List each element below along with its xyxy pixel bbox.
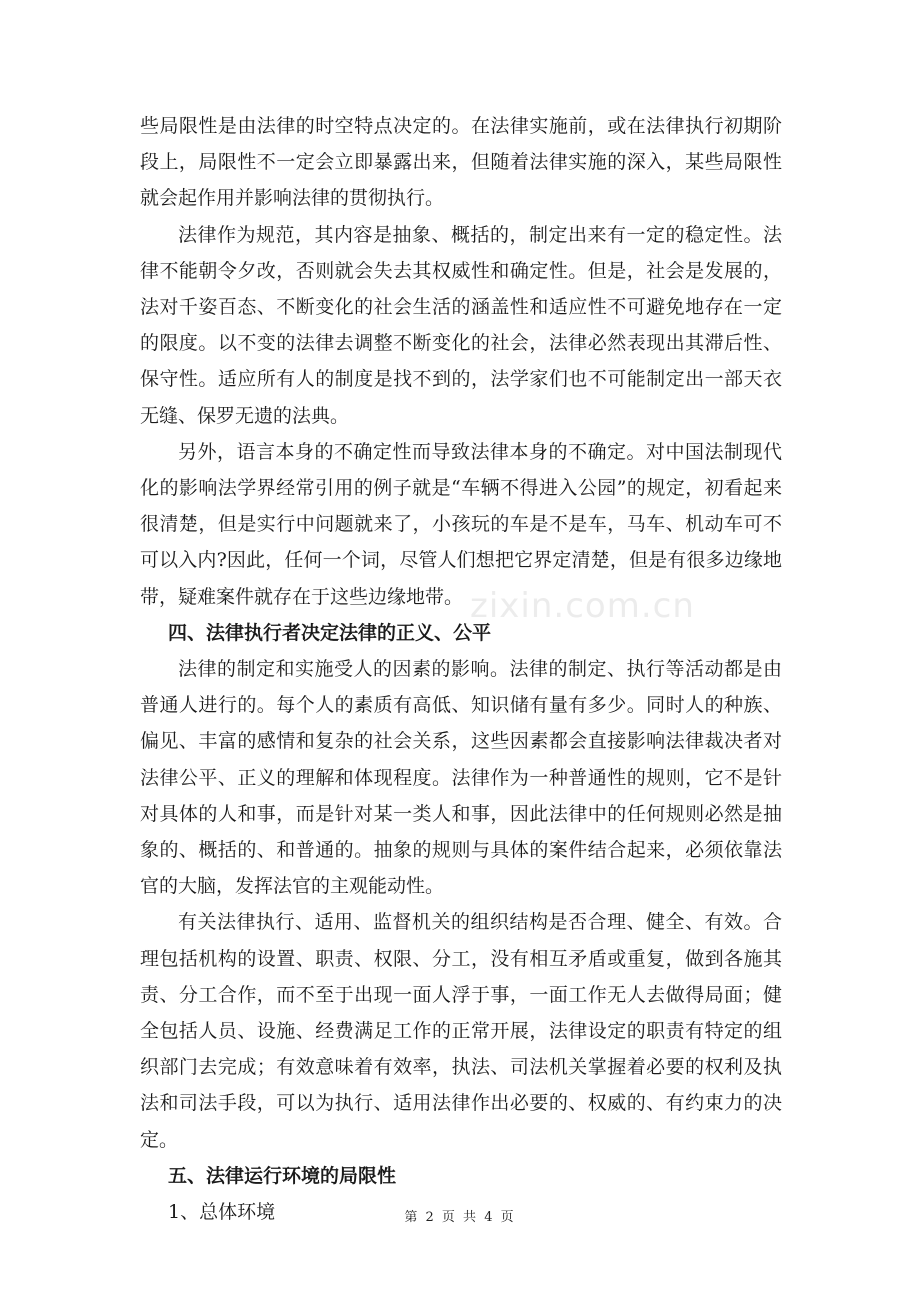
paragraph-continuation: 些局限性是由法律的时空特点决定的。在法律实施前，或在法律执行初期阶段上，局限性不一定会立即暴露出来，但随着法律实施的深入，某些局限性就会起作用并影响法律的贯彻执行。: [140, 115, 782, 210]
watermark-text: zixin.com.cn: [470, 586, 695, 626]
paragraph-organization: 有关法律执行、适用、监督机关的组织结构是否合理、健全、有效。合理包括机构的设置、职责、权限、分工，没有相互矛盾或重复，做到各施其责、分工合作，而不至于出现一面人浮于事，一面工作无人去做得局面；健全包括人员、设施、经费满足工作的正常开展，法律设定的职责有特定的组织部门去完成；有效意味着有效率，执法、司法机关掌握着必要的权利及执法和司法手段，可以为执行、适用法律作出必要的、权威的、有约束力的决定。: [140, 911, 782, 1151]
section-heading-5: 五、法律运行环境的局限性: [168, 1164, 397, 1187]
section-heading-4: 四、法律执行者决定法律的正义、公平: [168, 621, 492, 644]
document-body: [140, 108, 782, 1230]
paragraph-language: 另外，语言本身的不确定性而导致法律本身的不确定。对中国法制现代化的影响法学界经常引用的例子就是“车辆不得进入公园”的规定，初看起来很清楚，但是实行中问题就来了，小孩玩的车是不是车，马车、机动车可不可以入内?因此，任何一个词，尽管人们想把它界定清楚，但是有很多边缘地带，疑难案件就存在于这些边缘地带。: [140, 440, 782, 608]
page-footer: 第 2 页 共 4 页: [404, 1210, 516, 1225]
subheading-1: 1、总体环境: [168, 1201, 276, 1224]
paragraph-human-factors: 法律的制定和实施受人的因素的影响。法律的制定、执行等活动都是由普通人进行的。每个人的素质有高低、知识储有量有多少。同时人的种族、偏见、丰富的感情和复杂的社会关系，这些因素都会直接影响法律裁决者对法律公平、正义的理解和体现程度。法律作为一种普通性的规则，它不是针对具体的人和事，而是针对某一类人和事，因此法律中的任何规则必然是抽象的、概括的、和普通的。抽象的规则与具体的案件结合起来，必须依靠法官的大脑，发挥法官的主观能动性。: [140, 658, 782, 898]
paragraph-stability: 法律作为规范，其内容是抽象、概括的，制定出来有一定的稳定性。法律不能朝令夕改，否则就会失去其权威性和确定性。但是，社会是发展的，法对千姿百态、不断变化的社会生活的涵盖性和适应性不可避免地存在一定的限度。以不变的法律去调整不断变化的社会，法律必然表现出其滞后性、保守性。适应所有人的制度是找不到的，法学家们也不可能制定出一部天衣无缝、保罗无遗的法典。: [140, 223, 782, 427]
